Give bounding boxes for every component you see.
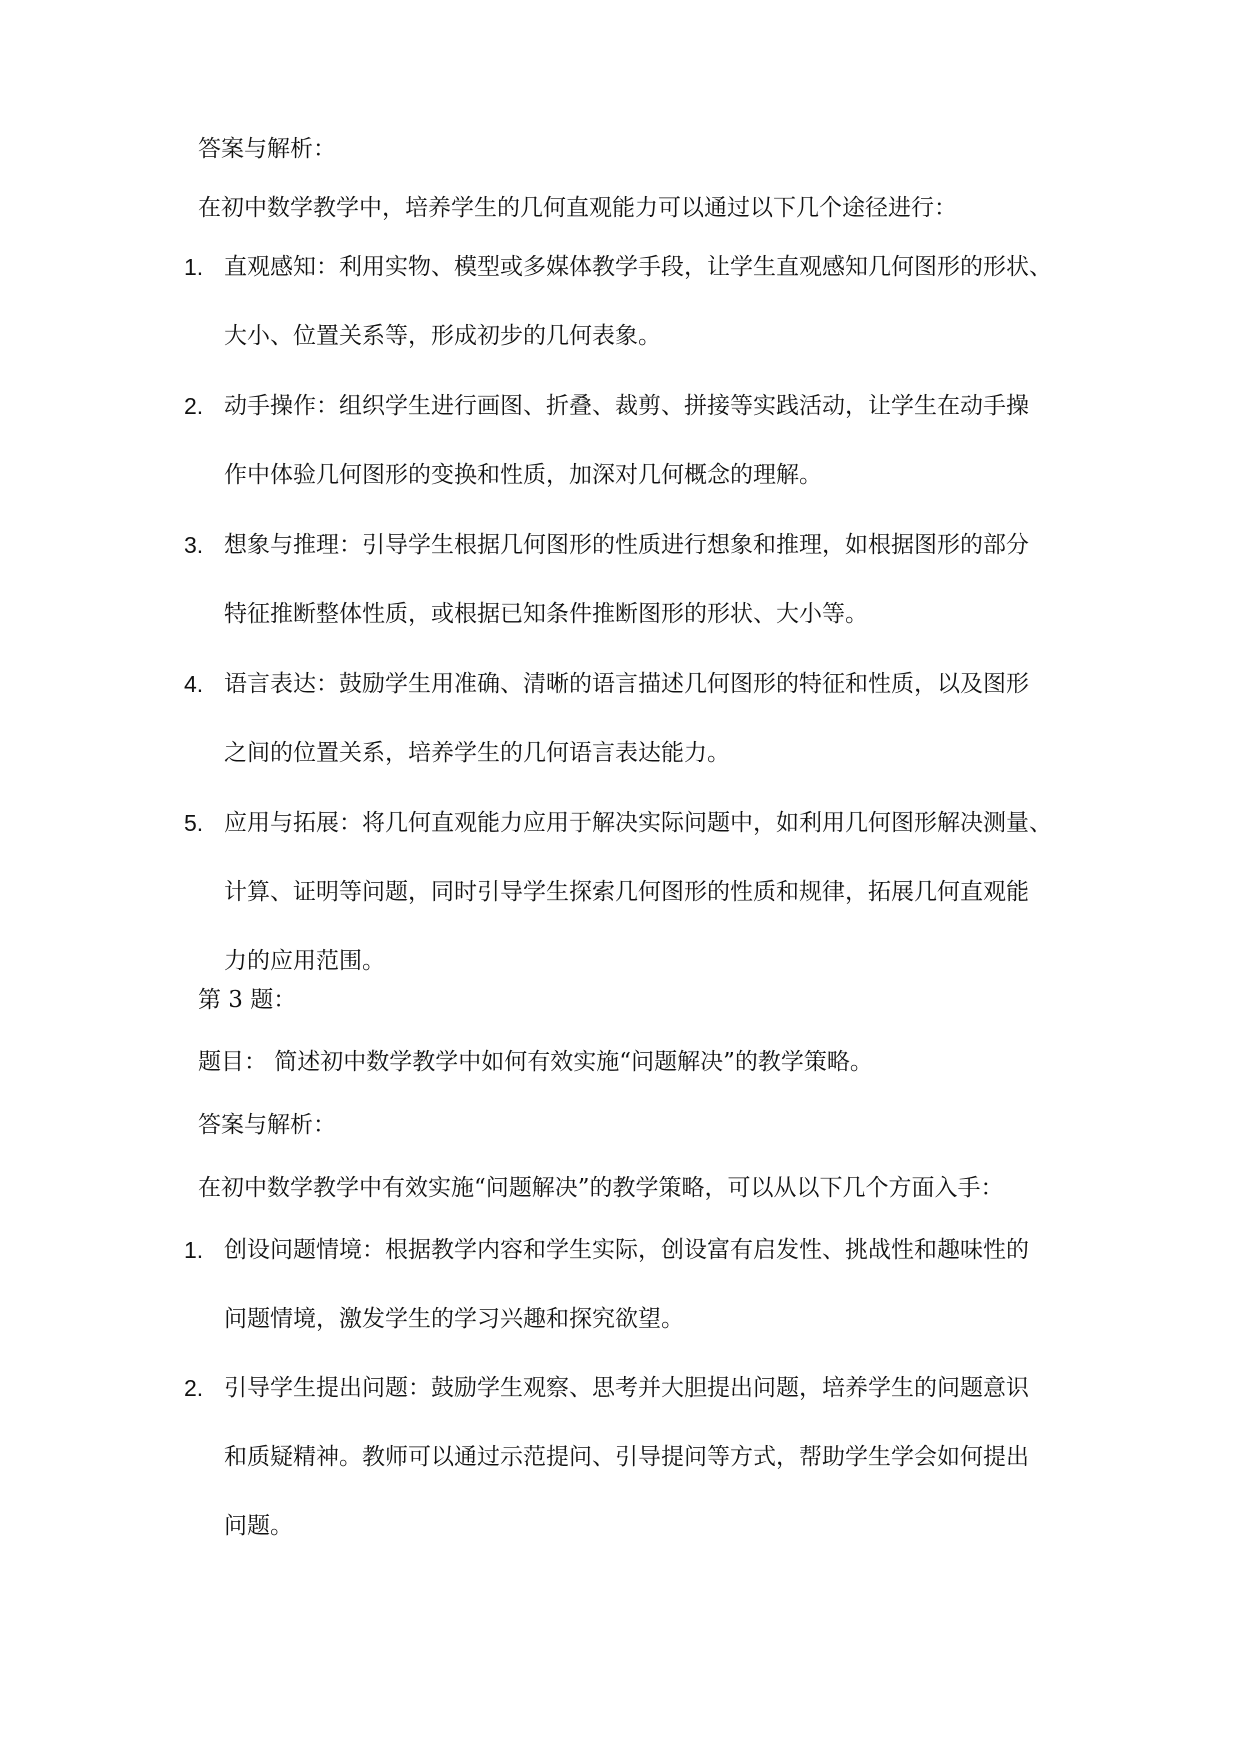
intro-paragraph: 在初中数学教学中有效实施“问题解决”的教学策略，可以从以下几个方面入手： xyxy=(198,1175,1004,1201)
list-number: 2. xyxy=(184,1375,204,1401)
answer-heading: 答案与解析： xyxy=(198,1112,336,1138)
question-text: 题目： 简述初中数学教学中如何有效实施“问题解决”的教学策略。 xyxy=(198,1049,873,1075)
list-item-text: 作中体验几何图形的变换和性质，加深对几何概念的理解。 xyxy=(224,462,822,488)
question-number: 第 3 题： xyxy=(198,987,297,1013)
list-item-text: 直观感知：利用实物、模型或多媒体教学手段，让学生直观感知几何图形的形状、 xyxy=(224,254,1052,280)
list-item-text: 语言表达：鼓励学生用准确、清晰的语言描述几何图形的特征和性质，以及图形 xyxy=(224,671,1029,697)
list-item-text: 应用与拓展：将几何直观能力应用于解决实际问题中，如利用几何图形解决测量、 xyxy=(224,810,1052,836)
list-number: 5. xyxy=(184,810,204,836)
list-item-text: 引导学生提出问题：鼓励学生观察、思考并大胆提出问题，培养学生的问题意识 xyxy=(224,1375,1029,1401)
list-number: 1. xyxy=(184,254,204,280)
list-item-text: 大小、位置关系等，形成初步的几何表象。 xyxy=(224,323,661,349)
list-item-text: 想象与推理：引导学生根据几何图形的性质进行想象和推理，如根据图形的部分 xyxy=(224,532,1029,558)
answer-heading: 答案与解析： xyxy=(198,136,336,162)
list-number: 1. xyxy=(184,1237,204,1263)
list-item-text: 特征推断整体性质，或根据已知条件推断图形的形状、大小等。 xyxy=(224,601,868,627)
intro-paragraph: 在初中数学教学中，培养学生的几何直观能力可以通过以下几个途径进行： xyxy=(198,195,957,221)
list-item-text: 和质疑精神。教师可以通过示范提问、引导提问等方式，帮助学生学会如何提出 xyxy=(224,1444,1029,1470)
list-item-text: 创设问题情境：根据教学内容和学生实际，创设富有启发性、挑战性和趣味性的 xyxy=(224,1237,1029,1263)
list-item-text: 问题。 xyxy=(224,1513,293,1539)
list-number: 2. xyxy=(184,393,204,419)
list-item-text: 动手操作：组织学生进行画图、折叠、裁剪、拼接等实践活动，让学生在动手操 xyxy=(224,393,1029,419)
list-item-text: 问题情境，激发学生的学习兴趣和探究欲望。 xyxy=(224,1306,684,1332)
list-number: 4. xyxy=(184,671,204,697)
list-item-text: 计算、证明等问题，同时引导学生探索几何图形的性质和规律，拓展几何直观能 xyxy=(224,879,1029,905)
list-item-text: 之间的位置关系，培养学生的几何语言表达能力。 xyxy=(224,740,730,766)
list-number: 3. xyxy=(184,532,204,558)
list-item-text: 力的应用范围。 xyxy=(224,948,385,974)
